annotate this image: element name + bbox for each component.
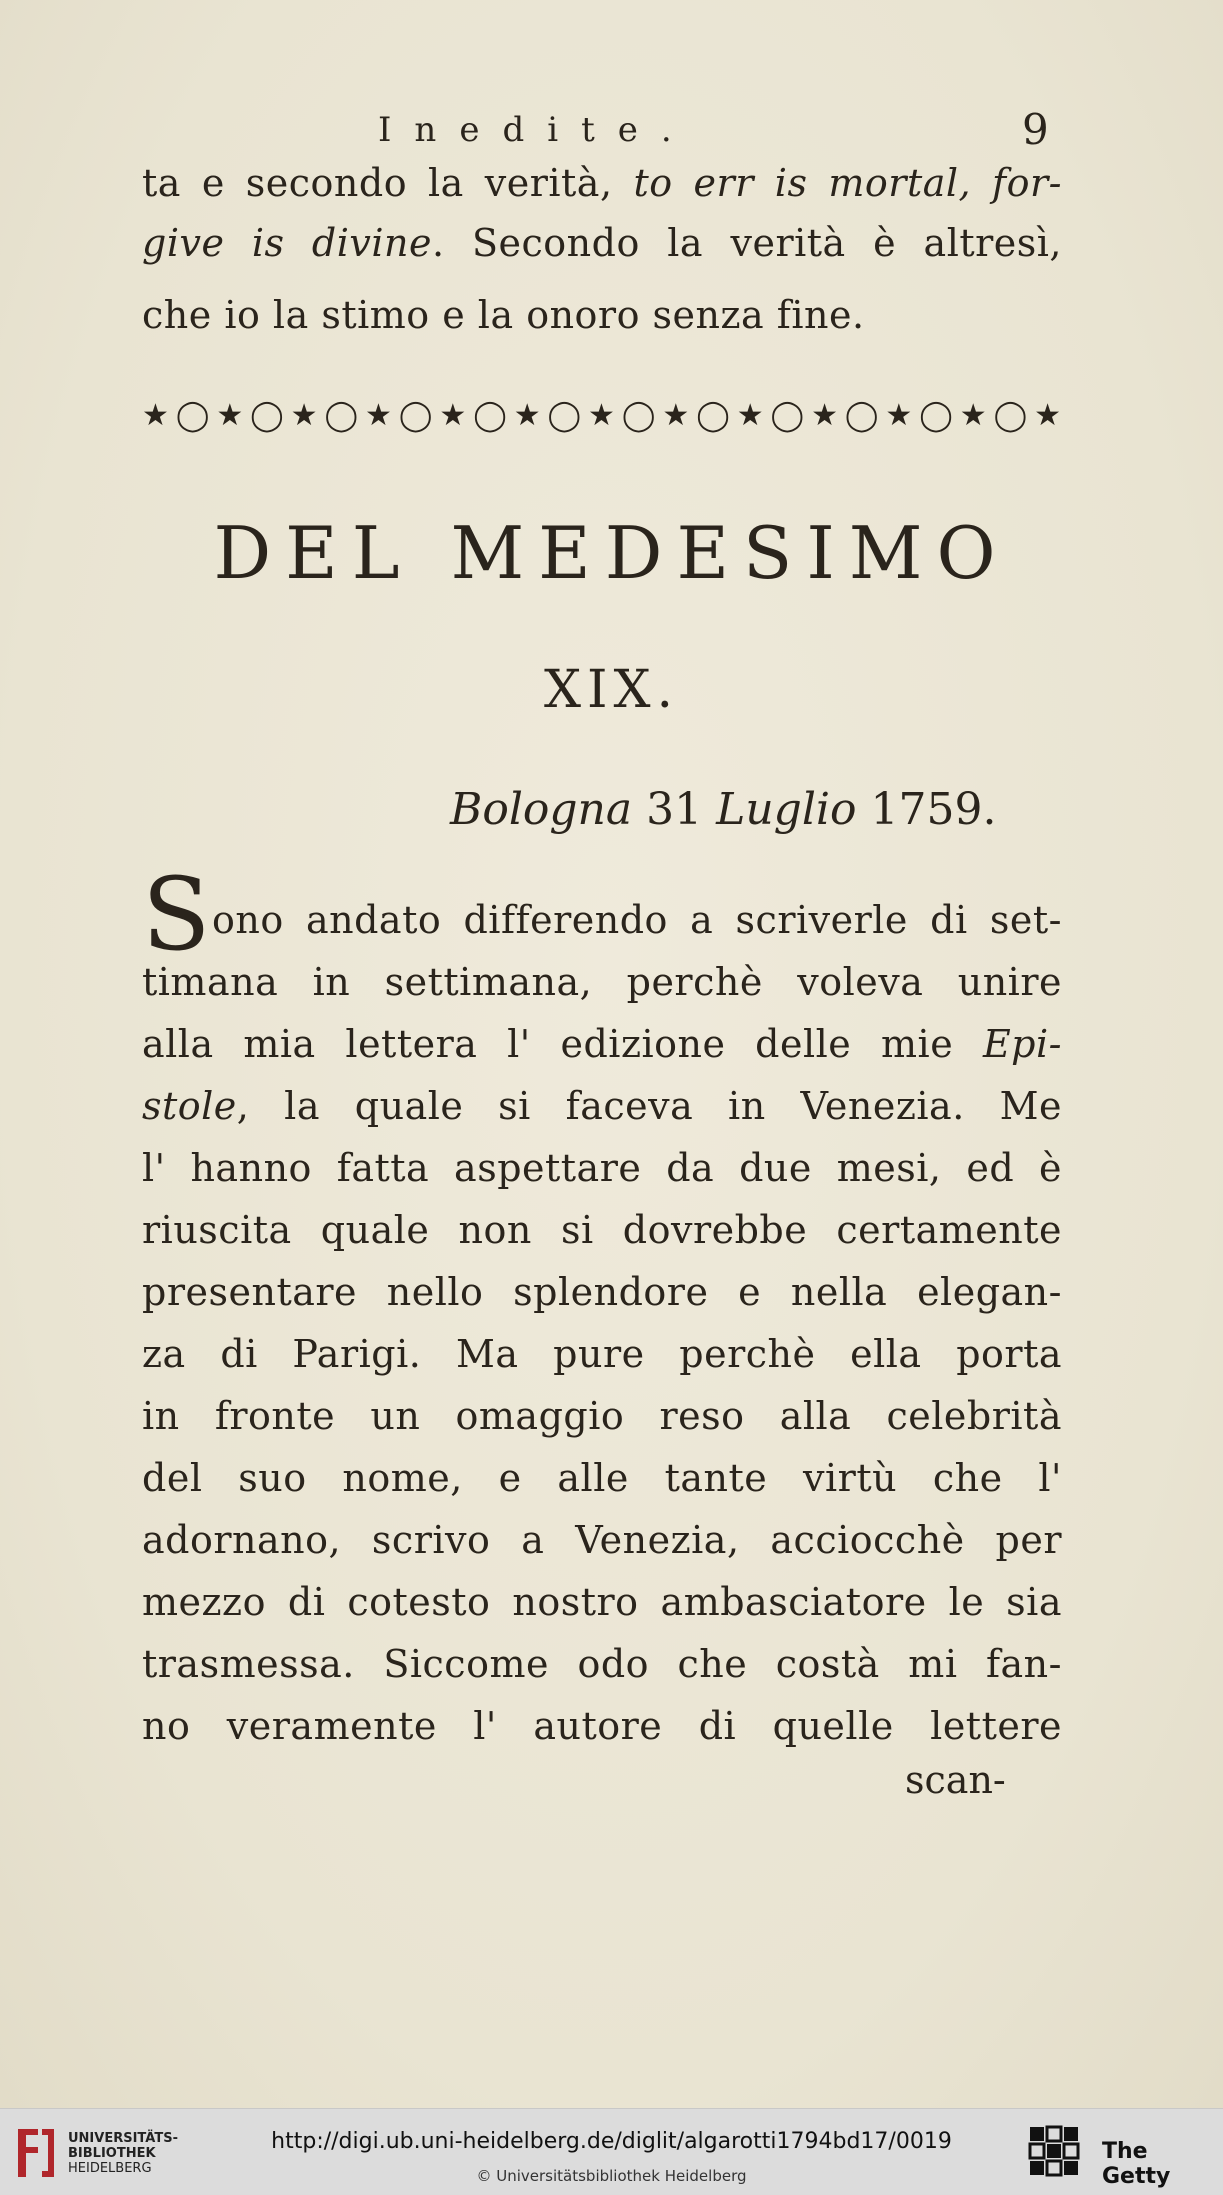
text-line: stole, la quale si faceva in Venezia. Me [142,1084,1062,1128]
text-line: del suo nome, e alle tante virtù che l' [142,1456,1062,1500]
library-name-line: HEIDELBERG [68,2161,152,2176]
text-line: che io la stimo e la onoro senza fine. [142,293,865,337]
dateline-place: Bologna [450,784,633,835]
page-number: 9 [1022,105,1049,154]
library-name-line: BIBLIOTHEK [68,2146,156,2161]
text-line: l' hanno fatta aspettare da due mesi, ed è [142,1146,1062,1190]
text-line: presentare nello splendore e nella elegan- [142,1270,1062,1314]
text-line: give is divine. Secondo la verità è altresì, [142,221,1063,265]
drop-cap: S [142,856,211,973]
text-line: adornano, scrivo a Venezia, acciocchè per [142,1518,1062,1562]
text-line: mezzo di cotesto nostro ambasciatore le sia [142,1580,1062,1624]
dateline [450,775,996,845]
text-line: trasmessa. Siccome odo che costà mi fan- [142,1642,1062,1686]
text-line: no veramente l' autore di quelle lettere [142,1704,1062,1748]
copyright-notice: © Universitätsbibliothek Heidelberg [476,2167,747,2185]
running-head: Inedite. [378,110,695,150]
text-line: ono andato differendo a scriverle di set- [212,898,1062,942]
catchword: scan- [905,1758,1006,1802]
dateline-day: 31 [646,784,703,835]
dateline-year: 1759. [870,784,997,835]
library-name-line: UNIVERSITÄTS- [68,2131,178,2146]
permalink-url[interactable]: http://digi.ub.uni-heidelberg.de/diglit/algarotti1794bd17/0019 [271,2129,952,2154]
text-line: riuscita quale non si dovrebbe certamente [142,1208,1062,1252]
getty-name: The Getty [1102,2139,1171,2189]
getty-logo[interactable] [1028,2125,1080,2177]
letter-title: DEL MEDESIMO [213,511,1010,595]
ornament-divider: ★◯★◯★◯★◯★◯★◯★◯★◯★◯★◯★◯★◯★ [142,398,1062,433]
text-line: za di Parigi. Ma pure perchè ella porta [142,1332,1062,1376]
text-line: timana in settimana, perchè voleva unire [142,960,1062,1004]
footer-bar [0,2108,1223,2195]
letter-number: XIX. [543,660,680,720]
dateline-month: Luglio [716,784,857,835]
text-line: in fronte un omaggio reso alla celebrità [142,1394,1062,1438]
text-line: alla mia lettera l' edizione delle mie Epi- [142,1022,1062,1066]
text-line: ta e secondo la verità, to err is mortal, for- [142,161,1062,205]
